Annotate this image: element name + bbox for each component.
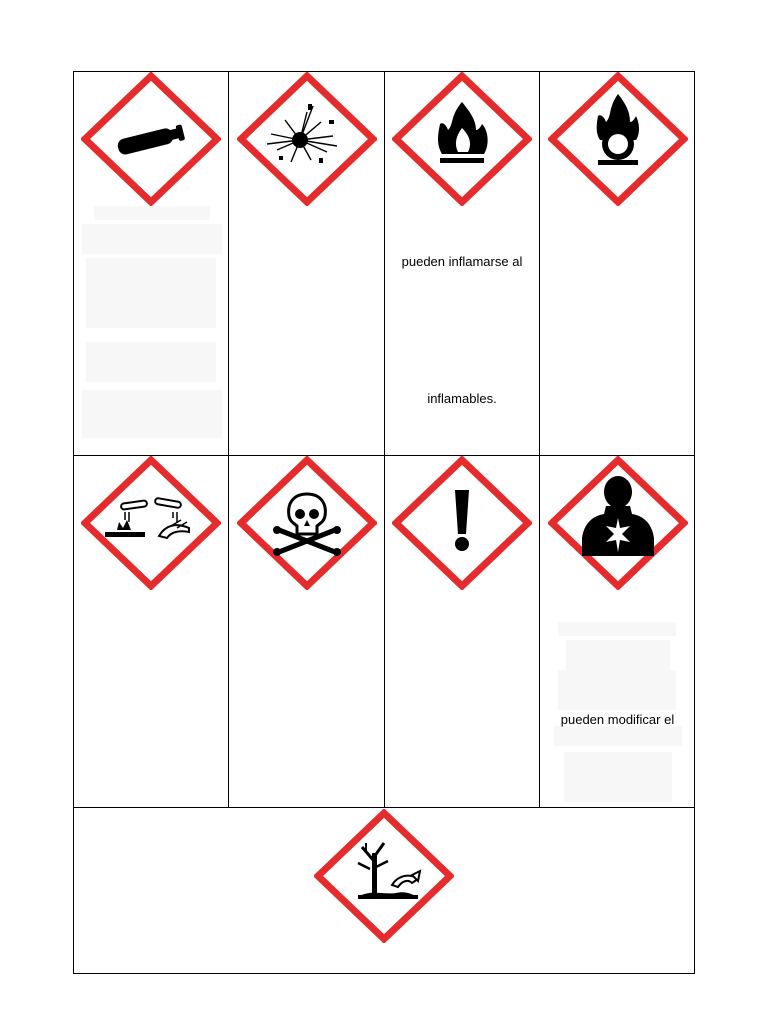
cell-exclamation-mark <box>385 456 540 807</box>
flame-icon <box>392 72 532 206</box>
cell-flame <box>385 72 540 455</box>
exclamation-mark-icon <box>392 456 532 590</box>
table-row <box>74 456 694 808</box>
table-row <box>74 72 694 456</box>
cell-exploding-bomb <box>229 72 385 455</box>
cell-flame-over-circle <box>540 72 695 455</box>
flame-over-circle-icon <box>548 72 688 206</box>
skull-crossbones-icon <box>237 456 377 590</box>
gas-cylinder-icon <box>81 72 221 206</box>
cell-gas-cylinder <box>74 72 229 455</box>
hazard-pictogram-table <box>73 71 695 974</box>
flame-description-line-1: pueden inflamarse al <box>401 254 523 269</box>
cell-health-hazard <box>540 456 695 807</box>
corrosion-icon <box>81 456 221 590</box>
exploding-bomb-icon <box>237 72 377 206</box>
cell-environment <box>74 808 694 974</box>
flame-description-line-2: inflamables. <box>427 391 497 406</box>
table-row <box>74 808 694 974</box>
environment-icon <box>314 809 454 943</box>
health-hazard-description-line-1: pueden modificar el <box>560 712 675 727</box>
health-hazard-icon <box>548 456 688 590</box>
cell-skull-crossbones <box>229 456 385 807</box>
cell-corrosion <box>74 456 229 807</box>
